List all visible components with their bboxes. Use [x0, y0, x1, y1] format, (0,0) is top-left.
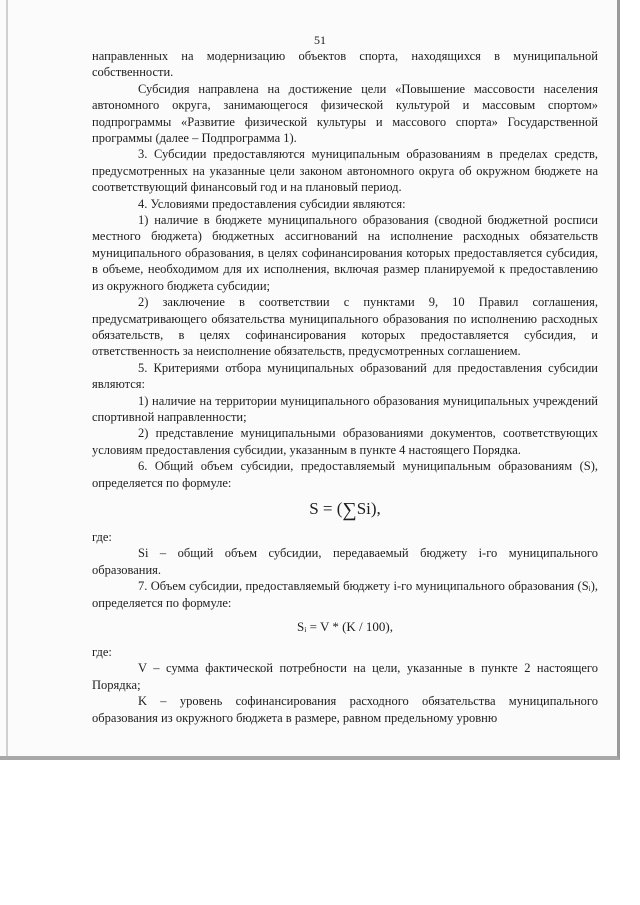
paragraph: 7. Объем субсидии, предоставляемый бюджету i-го муниципального образования (Sᵢ), определяется по формуле: — [92, 579, 598, 610]
formula-municipal-subsidy: Sᵢ = V * (K / 100), — [296, 619, 393, 634]
page-number: 51 — [314, 33, 326, 47]
paragraph: 1) наличие на территории муниципального образования муниципальных учреждений спортивной направленности; — [92, 393, 598, 424]
paragraph: 3. Субсидии предоставляются муниципальным образованиям в пределах средств, предусмотренных на указанные цели законом автономного округа об окружном бюджете на соответствующий финансовый год и на плановый период. — [92, 147, 598, 195]
sum-symbol: ∑ — [342, 498, 357, 521]
paragraph: 4. Условиями предоставления субсидии являются: — [138, 196, 406, 211]
formula-right: Si), — [356, 498, 381, 518]
document-body — [92, 48, 598, 726]
paragraph: направленных на модернизацию объектов спорта, находящихся в муниципальной собственности. — [92, 49, 598, 80]
paragraph: Субсидия направлена на достижение цели «Повышение массовости населения автономного округа, занимающегося физической культурой и массовым спортом» подпрограммы «Развитие физической культуры и массового спорта» Государственной программы (далее – Подпрограмма 1). — [92, 81, 598, 146]
paragraph: 5. Критериями отбора муниципальных образований для предоставления субсидии являются: — [92, 360, 598, 392]
paragraph: 6. Общий объем субсидии, предоставляемый муниципальным образованиям (S), определяется по формуле: — [92, 459, 598, 490]
where-label: где: — [92, 529, 112, 544]
definition-si: Si – общий объем субсидии, передаваемый бюджету i-го муниципального образования. — [92, 546, 598, 577]
where-label: где: — [92, 645, 112, 659]
definition-k: K – уровень софинансирования расходного обязательства муниципального образования из окружного бюджета в размере, равном предельному уровню — [92, 694, 598, 725]
formula-left: S = ( — [309, 498, 343, 518]
formula-total-subsidy — [92, 498, 598, 521]
paragraph: 2) представление муниципальными образованиями документов, соответствующих условиям предоставления субсидии, указанным в пункте 4 настоящего Порядка. — [92, 426, 598, 457]
definition-v: V – сумма фактической потребности на цели, указанные в пункте 2 настоящего Порядка; — [92, 661, 598, 692]
paragraph: 2) заключение в соответствии с пунктами 9, 10 Правил соглашения, предусматривающего обязательства муниципального образования по исполнению расходных обязательств, в целях софинансирования которых предоставляется субсидия, и ответственность за неисполнение обязательств, предусмотренных соглашением. — [92, 295, 598, 359]
paragraph: 1) наличие в бюджете муниципального образования (сводной бюджетной росписи местного бюджета) бюджетных ассигнований на исполнение расходных обязательств муниципального образования, в целях софинансирования которых предоставляется субсидия, в объеме, необходимом для их исполнения, включая размер планируемой к предоставлению из окружного бюджета субсидии; — [92, 213, 598, 293]
